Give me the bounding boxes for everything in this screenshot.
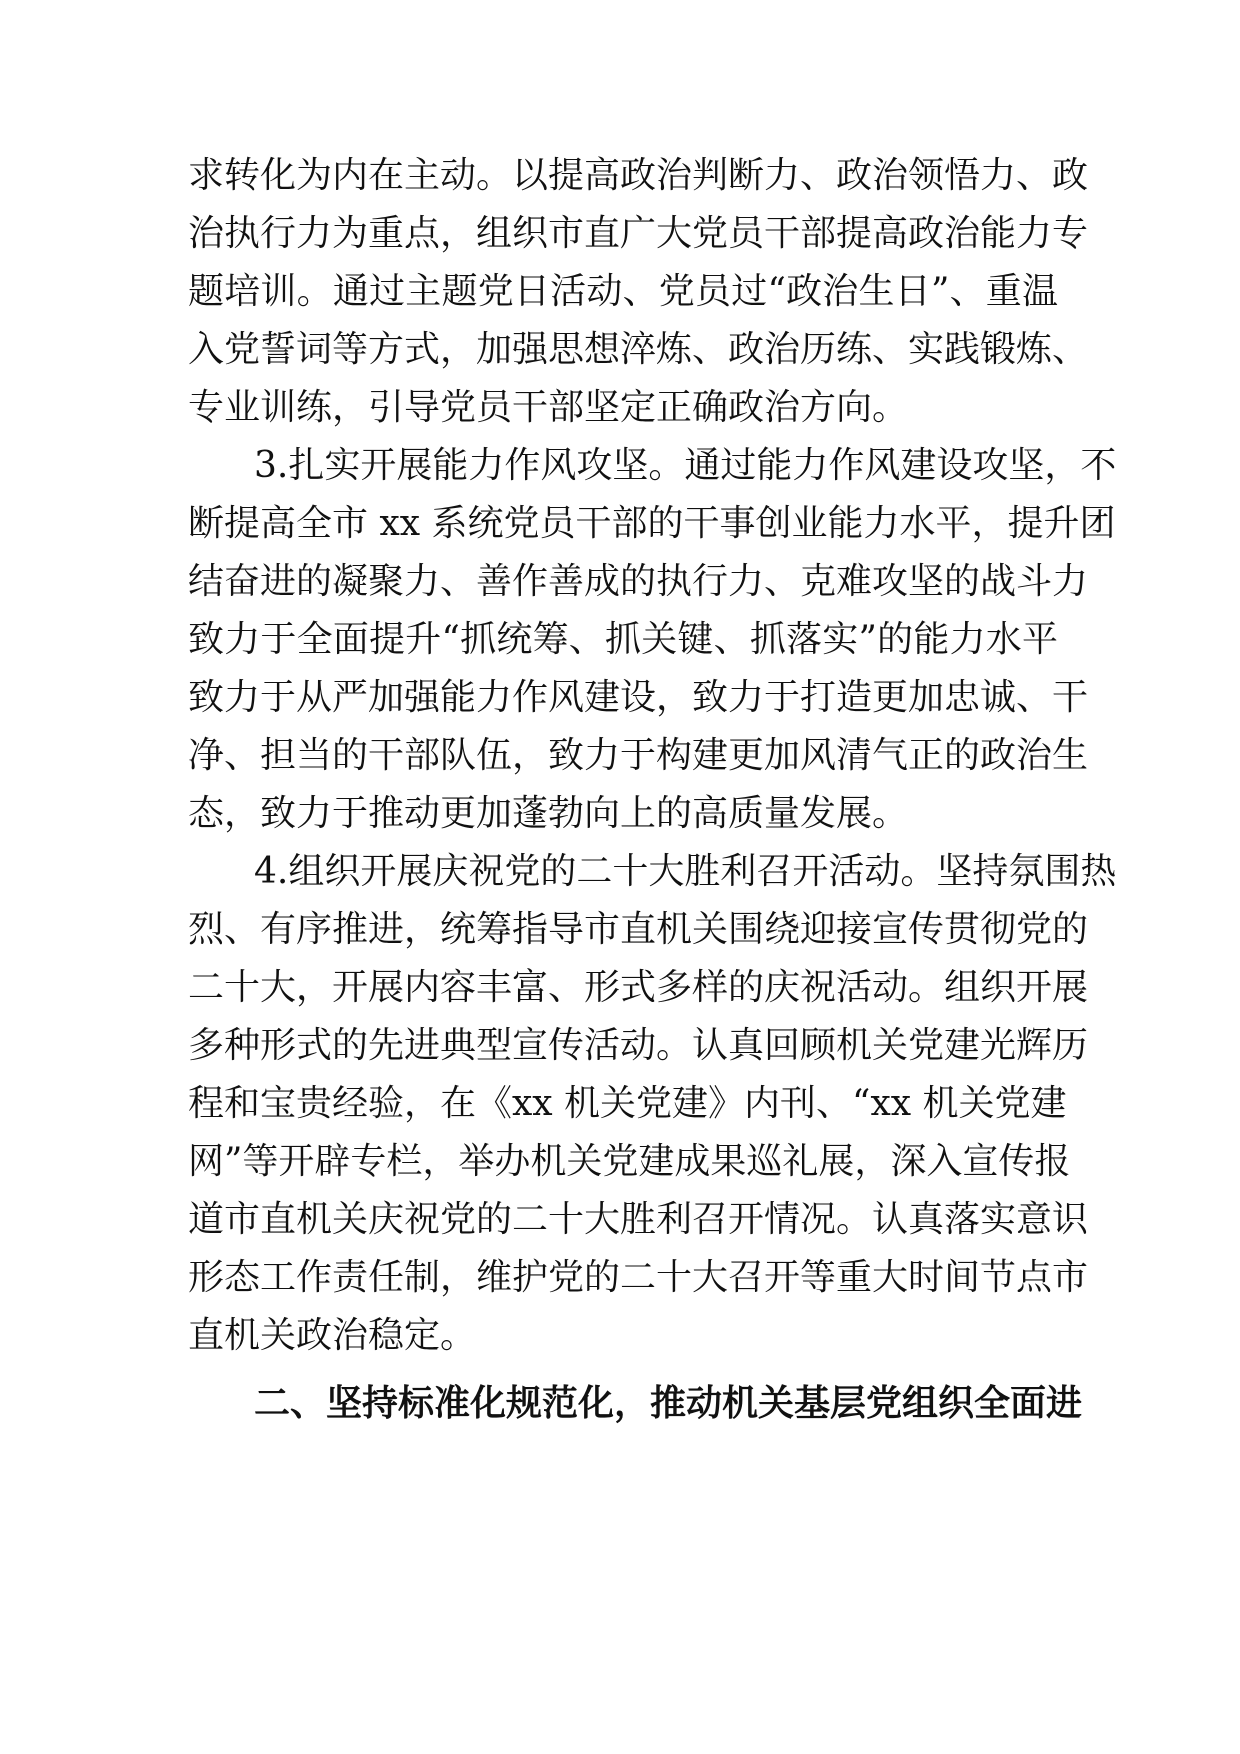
text-line: 形态工作责任制，维护党的二十大召开等重大时间节点市 [188,1257,1089,1298]
text-line: 治执行力为重点，组织市直广大党员干部提高政治能力专 [188,213,1089,254]
text-line: 入党誓词等方式，加强思想淬炼、政治历练、实践锻炼、 [188,329,1089,370]
text-line: 净、担当的干部队伍，致力于构建更加风清气正的政治生 [188,735,1089,776]
body-text [188,144,1117,1464]
text-line: 程和宝贵经验，在《xx 机关党建》内刊、“xx 机关党建 [188,1083,1067,1124]
text-line: 专业训练，引导党员干部坚定正确政治方向。 [188,387,909,428]
text-line: 题培训。通过主题党日活动、党员过“政治生日”、重温 [188,271,1058,312]
text-line: 二十大，开展内容丰富、形式多样的庆祝活动。组织开展 [188,967,1089,1008]
text-line: 断提高全市 xx 系统党员干部的干事创业能力水平，提升团 [188,503,1116,544]
text-line: 道市直机关庆祝党的二十大胜利召开情况。认真落实意识 [188,1199,1089,1240]
text-line: 致力于从严加强能力作风建设，致力于打造更加忠诚、干 [188,677,1089,718]
text-line: 结奋进的凝聚力、善作善成的执行力、克难攻坚的战斗力 [188,561,1089,602]
text-line: 烈、有序推进，统筹指导市直机关围绕迎接宣传贯彻党的 [188,909,1089,950]
text-line: 多种形式的先进典型宣传活动。认真回顾机关党建光辉历 [188,1025,1089,1066]
paragraph-start-line: 4.组织开展庆祝党的二十大胜利召开活动。坚持氛围热 [254,851,1117,892]
text-line: 直机关政治稳定。 [188,1315,477,1356]
section-heading: 二、坚持标准化规范化，推动机关基层党组织全面进 [254,1383,1083,1424]
paragraph-start-line: 3.扎实开展能力作风攻坚。通过能力作风建设攻坚，不 [254,445,1117,486]
text-line: 求转化为内在主动。以提高政治判断力、政治领悟力、政 [188,155,1089,196]
text-line: 网”等开辟专栏，举办机关党建成果巡礼展，深入宣传报 [188,1141,1071,1182]
text-line: 致力于全面提升“抓统筹、抓关键、抓落实”的能力水平 [188,619,1058,660]
text-line: 态，致力于推动更加蓬勃向上的高质量发展。 [188,793,909,834]
